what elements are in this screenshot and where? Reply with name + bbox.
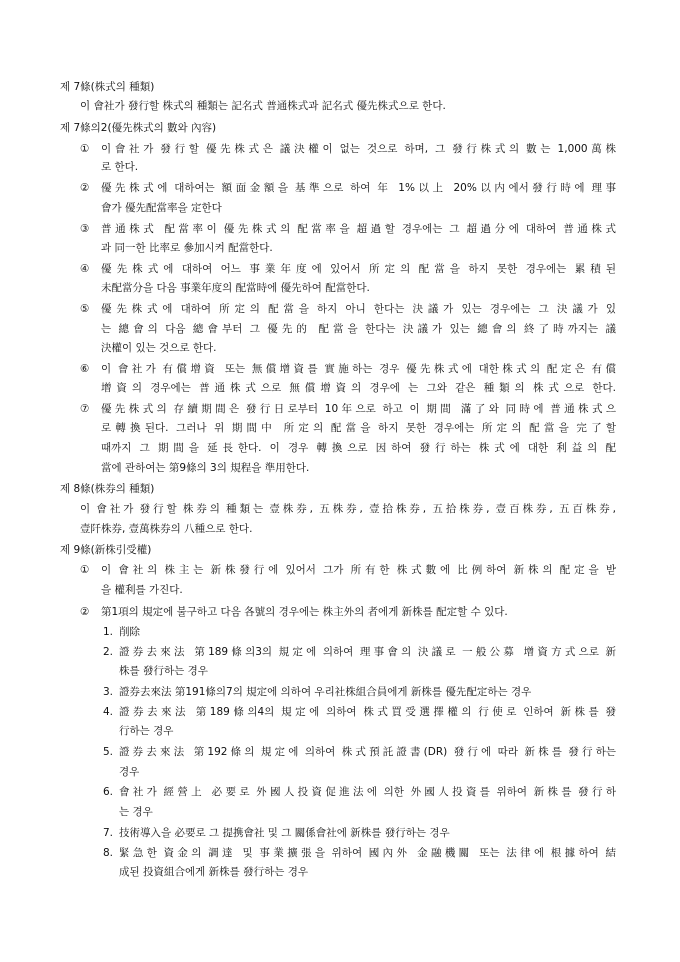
item-number: ③ bbox=[80, 223, 90, 235]
sub-item-text-line: 行하는 경우 bbox=[119, 725, 174, 737]
article-8-body-line: 壹阡株券, 壹萬株券의 八種으로 한다. bbox=[80, 523, 253, 535]
sub-item-text-line: 會社가 經營上 必要로 外國人投資促進法에 의한 外國人投資를 위하여 新株를 發行하 bbox=[119, 786, 616, 798]
sub-item-number: 4. bbox=[103, 706, 114, 718]
item-number: ⑤ bbox=[80, 303, 90, 315]
item-text-line: 普通株式 配當率이 優先株式의 配當率을 超過할 경우에는 그 超過分에 대하여 普通株式 bbox=[101, 223, 616, 235]
sub-item-number: 3. bbox=[103, 686, 114, 698]
sub-item-number: 6. bbox=[103, 786, 114, 798]
item-text-line: 優先株式에 대하여 所定의 配當을 하지 아니 한다는 決議가 있는 경우에는 그 決議가 있 bbox=[101, 303, 616, 315]
item-number: ② bbox=[80, 606, 90, 618]
article-9-heading: 제 9條(新株引受權) bbox=[60, 544, 152, 556]
item-text-line: 이會社가 發行할 優先株式은 議決權이 없는 것으로 하며, 그 發行株式의 數는 1,000萬株 bbox=[101, 143, 616, 155]
item-text-line: 이 會社의 株主는 新株發行에 있어서 그가 所有한 株式數에 比例하여 新株의 配定을 받 bbox=[101, 564, 616, 576]
sub-item-text-line: 경우 bbox=[119, 766, 140, 778]
item-text-line: 과 同一한 比率로 參加시켜 配當한다. bbox=[101, 242, 273, 254]
item-text-line: 로轉換된다. 그러나 위 期間中 所定의 配當을 하지 못한 경우에는 所定의 配當을 完了할 bbox=[101, 422, 616, 434]
item-text-line: 는 總會의 다음 總會부터 그 優先的 配當을 한다는 決議가 있는 總會의 終了時까지는 議 bbox=[101, 323, 616, 335]
sub-item-text-line: 證券去來法 第189條의3의 規定에 의하여 理事會의 決議로 一般公募 增資方式으로 新 bbox=[119, 646, 616, 658]
item-number: ④ bbox=[80, 263, 90, 275]
item-text-line: 優先株式에 대하여 어느 事業年度에 있어서 所定의 配當을 하지 못한 경우에는 累積된 bbox=[101, 263, 616, 275]
item-number: ⑥ bbox=[80, 363, 90, 375]
sub-item-text-line: 證券去來法 第189條의4의 規定에 의하여 株式買受選擇權의 行使로 인하여 新株를 發 bbox=[119, 706, 616, 718]
article-7-body: 이 會社가 發行할 株式의 種類는 記名式 普通株式과 記名式 優先株式으로 한다. bbox=[80, 100, 446, 112]
item-text-line: 第1項의 規定에 불구하고 다음 各號의 경우에는 株主外의 者에게 新株를 配定할 수 있다. bbox=[101, 606, 508, 618]
sub-item-number: 8. bbox=[103, 847, 114, 859]
item-text-line: 을 權利를 가진다. bbox=[101, 584, 183, 596]
article-7-heading: 제 7條(株式의 種類) bbox=[60, 81, 155, 93]
item-number: ① bbox=[80, 564, 90, 576]
sub-item-number: 5. bbox=[103, 746, 114, 758]
item-number: ② bbox=[80, 182, 90, 194]
sub-item-number: 1. bbox=[103, 626, 114, 638]
sub-item-number: 2. bbox=[103, 646, 114, 658]
item-number: ⑦ bbox=[80, 403, 90, 415]
article-8-heading: 제 8條(株券의 種類) bbox=[60, 483, 155, 495]
item-text-line: 이 會社가 有償增資 또는 無償增資를 實施하는 경우 優先株式에 대한株式의 配定은 有償 bbox=[101, 363, 616, 375]
item-text-line: 優先株式에 대하여는 額面金額을 基準으로 하여 年 1%以上 20%以内에서發行時에 理事 bbox=[101, 182, 616, 194]
item-number: ① bbox=[80, 143, 90, 155]
sub-item-number: 7. bbox=[103, 827, 114, 839]
item-text-line: 優先株式의 存續期間은 發行日로부터 10年으로 하고 이 期間 滿了와 同時에 普通株式으 bbox=[101, 403, 616, 415]
article-8-body-line: 이 會社가 發行할 株券의 種類는 壹株券, 五株券, 壹拾株券, 五拾株券, 壹百株券, 五百株券, bbox=[80, 503, 616, 515]
item-text-line: 會가 優先配當率을 定한다 bbox=[101, 202, 222, 214]
sub-item-text-line: 成된 投資組合에게 新株를 發行하는 경우 bbox=[119, 866, 308, 878]
item-text-line: 增資의 경우에는 普通株式으로 無償增資의 경우에 는 그와 같은 種類의 株式으로 한다. bbox=[101, 382, 616, 394]
item-text-line: 때까지 그 期間을 延長한다. 이 경우 轉換으로 因하여 發行하는 株式에 대한 利益의 配 bbox=[101, 442, 616, 454]
sub-item-text-line: 技術導入을 必要로 그 提携會社 및 그 關係會社에 新株를 發行하는 경우 bbox=[119, 827, 450, 839]
sub-item-text-line: 緊急한 資金의 調達 및 事業擴張을 위하여 國內外 金融機關 또는 法律에 根據하여 結 bbox=[119, 847, 616, 859]
sub-item-text-line: 株를 發行하는 경우 bbox=[119, 665, 208, 677]
sub-item-text-line: 證券去來法 第192條의 規定에 의하여 株式預託證書(DR) 發行에 따라 新株를 發行하는 bbox=[119, 746, 616, 758]
sub-item-text-line: 削除 bbox=[119, 626, 140, 638]
item-text-line: 決權이 있는 것으로 한다. bbox=[101, 342, 217, 354]
sub-item-text-line: 는 경우 bbox=[119, 806, 153, 818]
sub-item-text-line: 證券去來法 第191條의7의 規定에 의하여 우리社株組合員에게 新株를 優先配定하는 경우 bbox=[119, 686, 532, 698]
article-7-2-heading: 제 7條의2(優先株式의 數와 內容) bbox=[60, 122, 217, 134]
item-text-line: 當에 관하여는 第9條의 3의 規程을 準用한다. bbox=[101, 462, 310, 474]
item-text-line: 未配當分을 다음 事業年度의 配當時에 優先하여 配當한다. bbox=[101, 282, 370, 294]
item-text-line: 로 한다. bbox=[101, 161, 139, 173]
